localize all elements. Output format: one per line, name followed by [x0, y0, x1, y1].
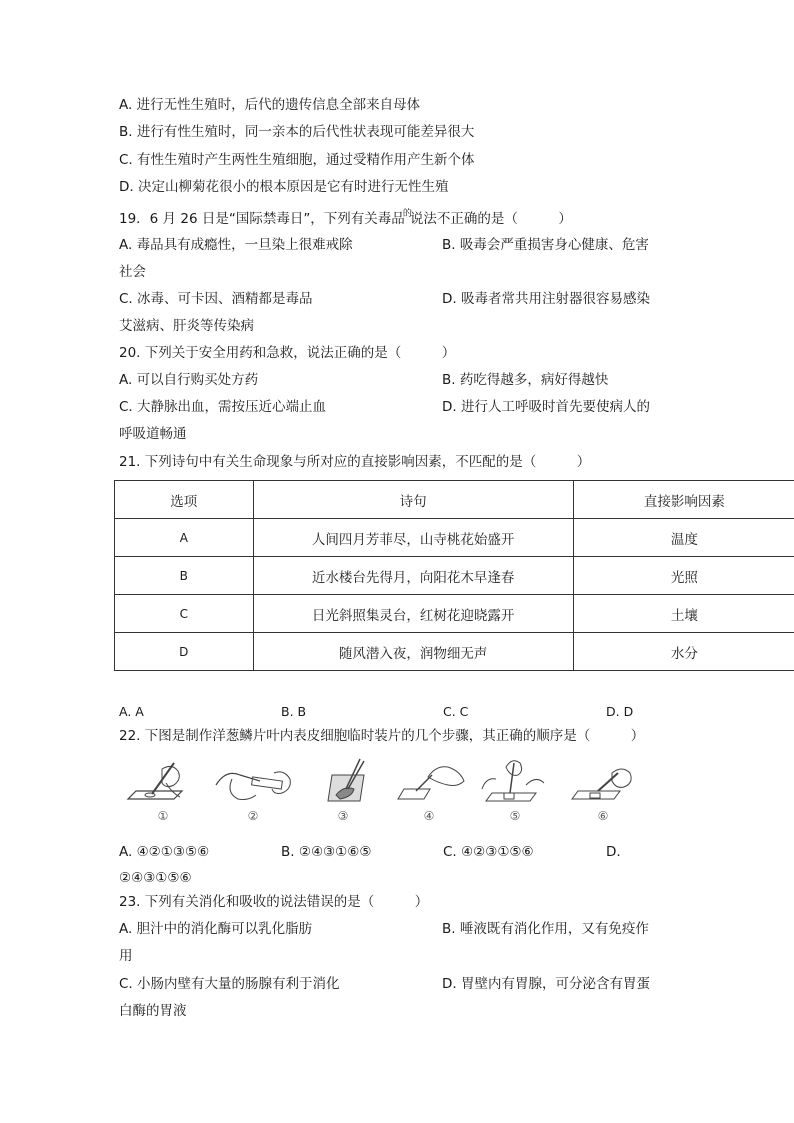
- q19-option-d: D. 吸毒者常共用注射器很容易感染: [442, 291, 650, 307]
- q21-answer-b: B. B: [281, 704, 307, 719]
- q21-answer-c: C. C: [443, 704, 469, 719]
- step-5-cover-slip-illustration: [474, 755, 556, 825]
- q20-option-b: B. 药吃得越多，病好得越快: [442, 372, 609, 388]
- step-label: ③: [337, 809, 349, 823]
- q21-table: [114, 480, 794, 671]
- q18-option-d: D. 决定山柳菊花很小的根本原因是它有时进行无性生殖: [119, 179, 449, 195]
- step-label: ①: [157, 809, 169, 823]
- header-factor: 直接影响因素: [573, 481, 794, 519]
- step-label: ④: [423, 809, 435, 823]
- row-poem: 随风潜入夜，润物细无声: [253, 633, 573, 671]
- row-option: A: [115, 519, 254, 557]
- q22-option-d: D.: [606, 844, 621, 860]
- step-label: ⑥: [597, 809, 609, 823]
- q18-option-b: B. 进行有性生殖时，同一亲本的后代性状表现可能差异很大: [119, 124, 475, 140]
- row-poem: 近水楼台先得月，向阳花木早逢春: [253, 557, 573, 595]
- q22-option-a: A. ④②①③⑤⑥: [119, 844, 210, 860]
- q18-option-a: A. 进行无性生殖时，后代的遗传信息全部来自母体: [119, 97, 421, 113]
- step-5-drawing: [474, 755, 556, 811]
- step-label: ②: [247, 809, 259, 823]
- row-factor: 光照: [573, 557, 794, 595]
- table-row: [115, 519, 794, 557]
- step-4-tweezers-tearing-illustration: [388, 755, 470, 825]
- q21-answer-d: D. D: [606, 704, 634, 719]
- table-header-row: [115, 481, 794, 519]
- q23-option-a: A. 胆汁中的消化酶可以乳化脂肪: [119, 921, 313, 937]
- q22-option-b: B. ②④③①⑥⑤: [281, 844, 372, 860]
- q19-option-c: C. 冰毒、可卡因、酒精都是毒品: [119, 291, 313, 307]
- q20-option-d: D. 进行人工呼吸时首先要使病人的: [442, 399, 650, 415]
- q23-option-b-continued: 用: [119, 948, 133, 964]
- q23-stem: 23. 下列有关消化和吸收的说法错误的是（ ）: [119, 894, 429, 910]
- q23-option-d: D. 胃壁内有胃腺，可分泌含有胃蛋: [442, 976, 650, 992]
- q19-stem-part1: 19．6 月 26 日是“国际禁毒日”，下列有关毒品: [119, 211, 405, 227]
- q22-option-d-continued: ②④③①⑤⑥: [119, 870, 192, 886]
- step-6-staining-illustration: [562, 755, 644, 825]
- table-row: [115, 557, 794, 595]
- step-4-drawing: [388, 755, 470, 811]
- step-1-dropper-on-slide-illustration: [122, 755, 204, 825]
- q20-option-a: A. 可以自行购买处方药: [119, 372, 259, 388]
- row-poem: 日光斜照集灵台，红树花迎晓露开: [253, 595, 573, 633]
- q21-stem: 21. 下列诗句中有关生命现象与所对应的直接影响因素，不匹配的是（ ）: [119, 454, 591, 470]
- q19-stem-small-char: 的: [402, 209, 412, 219]
- q21-answer-a: A. A: [119, 704, 144, 719]
- row-factor: 土壤: [573, 595, 794, 633]
- q18-option-c: C. 有性生殖时产生两性生殖细胞，通过受精作用产生新个体: [119, 152, 475, 168]
- q19-option-b: B. 吸毒会严重损害身心健康、危害: [442, 237, 649, 253]
- header-poem: 诗句: [253, 481, 573, 519]
- q19-stem-part2: 说法不正确的是（ ）: [409, 211, 572, 227]
- step-3-drawing: [302, 755, 384, 811]
- step-label: ⑤: [509, 809, 521, 823]
- row-factor: 水分: [573, 633, 794, 671]
- row-option: B: [115, 557, 254, 595]
- row-poem: 人间四月芳菲尽，山寺桃花始盛开: [253, 519, 573, 557]
- header-option: 选项: [115, 481, 254, 519]
- row-option: C: [115, 595, 254, 633]
- step-2-wiping-slide-illustration: [212, 755, 294, 825]
- table-row: [115, 633, 794, 671]
- step-2-drawing: [212, 755, 294, 811]
- row-factor: 温度: [573, 519, 794, 557]
- q22-option-c: C. ④②③①⑤⑥: [443, 844, 534, 860]
- q19-option-d-continued: 艾滋病、肝炎等传染病: [119, 318, 254, 334]
- slide-preparation-steps-figure: [122, 755, 652, 827]
- q20-stem: 20. 下列关于安全用药和急救，说法正确的是（ ）: [119, 345, 456, 361]
- step-6-drawing: [562, 755, 644, 811]
- q19-stem: [119, 210, 572, 230]
- q20-option-d-continued: 呼吸道畅通: [119, 426, 187, 442]
- step-3-tweezers-spreading-illustration: [302, 755, 384, 825]
- q22-stem: 22. 下图是制作洋葱鳞片叶内表皮细胞临时装片的几个步骤，其正确的顺序是（ ）: [119, 728, 645, 744]
- q20-option-c: C. 大静脉出血，需按压近心端止血: [119, 399, 327, 415]
- row-option: D: [115, 633, 254, 671]
- q23-option-c: C. 小肠内壁有大量的肠腺有利于消化: [119, 976, 340, 992]
- q23-option-d-continued: 白酶的胃液: [119, 1003, 187, 1019]
- q19-option-a: A. 毒品具有成瘾性，一旦染上很难戒除: [119, 237, 353, 253]
- q23-option-b: B. 唾液既有消化作用，又有免疫作: [442, 921, 649, 937]
- table-row: [115, 595, 794, 633]
- step-1-drawing: [122, 755, 204, 811]
- q19-option-b-continued: 社会: [119, 264, 146, 280]
